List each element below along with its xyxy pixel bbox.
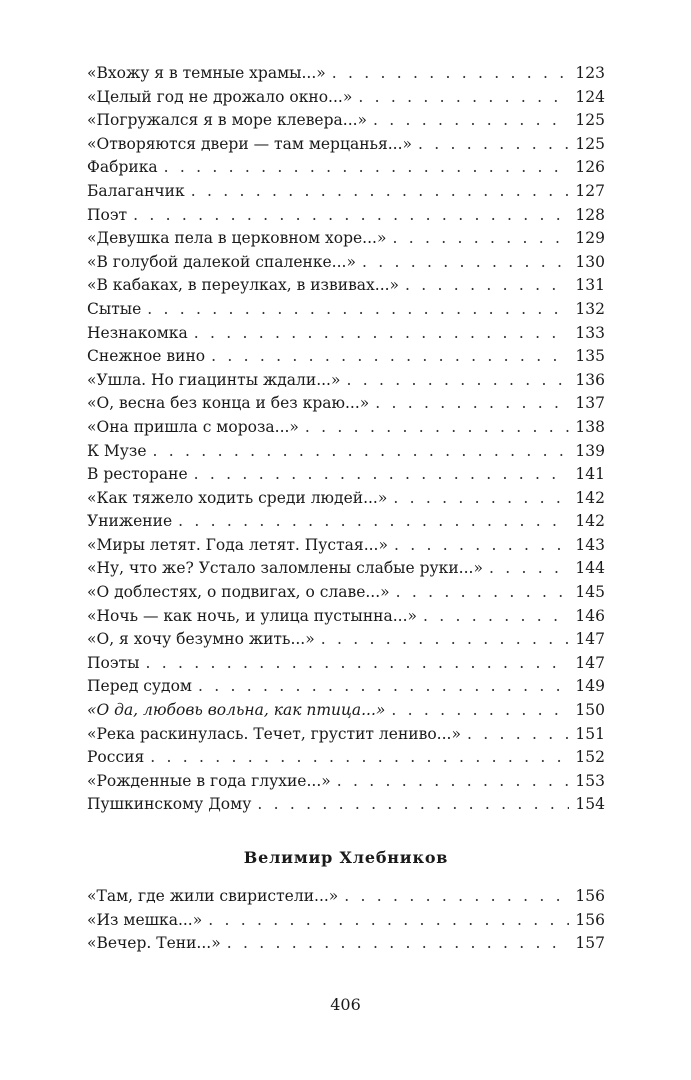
toc-dot-leader: [178, 510, 569, 534]
toc-entry: [87, 909, 605, 933]
toc-entry-title: В ресторане: [87, 465, 188, 484]
toc-dot-leader: [211, 345, 569, 369]
toc-entry-page: 142: [575, 488, 605, 507]
toc-entry-title: Перед судом: [87, 677, 192, 696]
toc-dot-leader: [423, 605, 569, 629]
toc-dot-leader: [337, 770, 570, 794]
toc-entry-page: 147: [575, 653, 605, 672]
toc-entry-page: 151: [575, 724, 605, 743]
toc-entry: [87, 62, 605, 86]
toc-entry: [87, 581, 605, 605]
toc-entry-page: 139: [575, 441, 605, 460]
toc-entry-title: «Ну, что же? Устало заломлены слабые руки...»: [87, 559, 483, 578]
toc-entry-page: 146: [575, 606, 605, 625]
toc-entry: [87, 487, 605, 511]
toc-entry-page: 147: [575, 630, 605, 649]
toc-dot-leader: [396, 581, 570, 605]
toc-dot-leader: [321, 628, 570, 652]
toc-entry: [87, 793, 605, 817]
toc-entry: [87, 746, 605, 770]
toc-entry-title: «В голубой далекой спаленке...»: [87, 252, 356, 271]
toc-entry: [87, 723, 605, 747]
toc-entry: [87, 204, 605, 228]
toc-entry: [87, 416, 605, 440]
toc-dot-leader: [147, 298, 569, 322]
toc-entry: [87, 652, 605, 676]
toc-entry: [87, 699, 605, 723]
toc-entry-title: «О, весна без конца и без краю...»: [87, 394, 370, 413]
toc-dot-leader: [164, 156, 570, 180]
toc-entry: [87, 628, 605, 652]
toc-dot-leader: [344, 885, 569, 909]
toc-entry: [87, 274, 605, 298]
toc-dot-leader: [145, 652, 569, 676]
toc-dot-leader: [332, 62, 570, 86]
toc-dot-leader: [394, 534, 569, 558]
toc-dot-leader: [373, 109, 569, 133]
toc-entry-title: «О, я хочу безумно жить...»: [87, 630, 315, 649]
toc-entry-page: 129: [575, 229, 605, 248]
toc-entry-title: Поэты: [87, 653, 140, 672]
toc-entry-page: 123: [575, 64, 605, 82]
toc-entry-page: 143: [575, 535, 605, 554]
toc-entry: [87, 675, 605, 699]
toc-entry: [87, 133, 605, 157]
toc-dot-leader: [391, 699, 569, 723]
section-heading: Велимир Хлебников: [243, 848, 449, 867]
toc-dot-leader: [358, 86, 569, 110]
toc-entry: [87, 322, 605, 346]
toc-entry-page: 132: [575, 299, 605, 318]
toc-entry-page: 127: [575, 181, 605, 200]
toc-entry-page: 154: [575, 795, 605, 814]
toc-entry: [87, 557, 605, 581]
toc-entry-title: «В кабаках, в переулках, в извивах...»: [87, 276, 400, 295]
toc-entry: [87, 369, 605, 393]
toc-entry-title: Поэт: [87, 205, 128, 224]
toc-entry-page: 125: [575, 111, 605, 130]
toc-entry-title: К Музе: [87, 441, 147, 460]
toc-entry-title: Незнакомка: [87, 323, 188, 342]
toc-entry: [87, 298, 605, 322]
toc-entry-page: 152: [575, 748, 605, 767]
table-of-contents: [87, 62, 605, 956]
toc-entry-title: «Погружался я в море клевера...»: [87, 111, 368, 130]
page-number: 406: [330, 995, 361, 1014]
toc-dot-leader: [198, 675, 569, 699]
toc-entry-title: Снежное вино: [87, 347, 206, 366]
toc-dot-leader: [393, 487, 569, 511]
toc-dot-leader: [191, 180, 570, 204]
toc-entry-title: «Там, где жили свиристели...»: [87, 887, 339, 905]
toc-dot-leader: [362, 251, 569, 275]
toc-dot-leader: [392, 227, 569, 251]
toc-entry: [87, 392, 605, 416]
toc-entry-title: «Вхожу я в темные храмы...»: [87, 64, 326, 82]
toc-entry: [87, 440, 605, 464]
toc-entry-title: «О доблестях, о подвигах, о славе...»: [87, 583, 390, 602]
toc-dot-leader: [133, 204, 569, 228]
toc-entry-title: Пушкинскому Дому: [87, 795, 252, 814]
toc-entry-title: «Ночь — как ночь, и улица пустынна...»: [87, 606, 418, 625]
toc-entry-page: 128: [575, 205, 605, 224]
toc-dot-leader: [346, 369, 569, 393]
toc-entry-page: 130: [575, 252, 605, 271]
toc-entry-title: Балаганчик: [87, 181, 185, 200]
toc-entry-title: «Девушка пела в церковном хоре...»: [87, 229, 387, 248]
toc-dot-leader: [150, 746, 569, 770]
toc-list-blok: [87, 62, 605, 817]
toc-entry-page: 144: [575, 559, 605, 578]
toc-dot-leader: [418, 133, 569, 157]
toc-dot-leader: [305, 416, 569, 440]
toc-dot-leader: [467, 723, 569, 747]
toc-dot-leader: [208, 909, 569, 933]
toc-entry: [87, 510, 605, 534]
toc-entry-page: 145: [575, 583, 605, 602]
toc-dot-leader: [153, 440, 570, 464]
toc-entry-title: «Отворяются двери — там мерцанья...»: [87, 134, 413, 153]
toc-entry-page: 156: [575, 910, 605, 929]
toc-entry-page: 150: [575, 701, 605, 720]
toc-entry-page: 131: [575, 276, 605, 295]
toc-entry-page: 137: [575, 394, 605, 413]
toc-entry-title: Унижение: [87, 512, 173, 531]
toc-entry-title: «О да, любовь вольна, как птица...»: [87, 701, 386, 720]
toc-entry-title: Фабрика: [87, 158, 158, 177]
toc-entry-page: 153: [575, 771, 605, 790]
toc-entry-page: 124: [575, 87, 605, 106]
toc-entry-page: 149: [575, 677, 605, 696]
toc-entry-page: 126: [575, 158, 605, 177]
toc-list-khlebnikov: [87, 885, 605, 956]
toc-entry: [87, 770, 605, 794]
toc-entry-page: 135: [575, 347, 605, 366]
toc-dot-leader: [227, 932, 570, 956]
toc-entry: [87, 156, 605, 180]
toc-entry-title: «Она пришла с мороза...»: [87, 417, 299, 436]
toc-dot-leader: [375, 392, 569, 416]
toc-entry-title: «Как тяжело ходить среди людей...»: [87, 488, 388, 507]
toc-entry-title: «Река раскинулась. Течет, грустит лениво...»: [87, 724, 461, 743]
toc-entry: [87, 180, 605, 204]
toc-entry: [87, 345, 605, 369]
toc-dot-leader: [257, 793, 569, 817]
toc-entry-page: 125: [575, 134, 605, 153]
toc-entry-title: «Из мешка...»: [87, 910, 203, 929]
toc-entry-page: 157: [575, 934, 605, 953]
toc-entry-title: «Рожденные в года глухие...»: [87, 771, 331, 790]
toc-entry: [87, 605, 605, 629]
toc-entry: [87, 463, 605, 487]
toc-entry-title: «Целый год не дрожало окно...»: [87, 87, 353, 106]
toc-entry-title: Сытые: [87, 299, 142, 318]
toc-entry-title: «Ушла. Но гиацинты ждали...»: [87, 370, 341, 389]
toc-dot-leader: [489, 557, 569, 581]
toc-dot-leader: [194, 463, 570, 487]
toc-entry-page: 141: [575, 465, 605, 484]
toc-entry-page: 142: [575, 512, 605, 531]
toc-entry: [87, 86, 605, 110]
toc-entry-title: Россия: [87, 748, 145, 767]
toc-entry: [87, 251, 605, 275]
toc-entry: [87, 534, 605, 558]
toc-entry: [87, 109, 605, 133]
toc-entry: [87, 227, 605, 251]
toc-entry-page: 136: [575, 370, 605, 389]
toc-entry: [87, 885, 605, 909]
toc-dot-leader: [194, 322, 570, 346]
toc-entry-page: 133: [575, 323, 605, 342]
toc-entry-title: «Миры летят. Года летят. Пустая...»: [87, 535, 388, 554]
toc-entry-page: 156: [575, 887, 605, 905]
toc-entry-page: 138: [575, 417, 605, 436]
toc-entry-title: «Вечер. Тени...»: [87, 934, 221, 953]
toc-entry: [87, 932, 605, 956]
toc-dot-leader: [405, 274, 569, 298]
